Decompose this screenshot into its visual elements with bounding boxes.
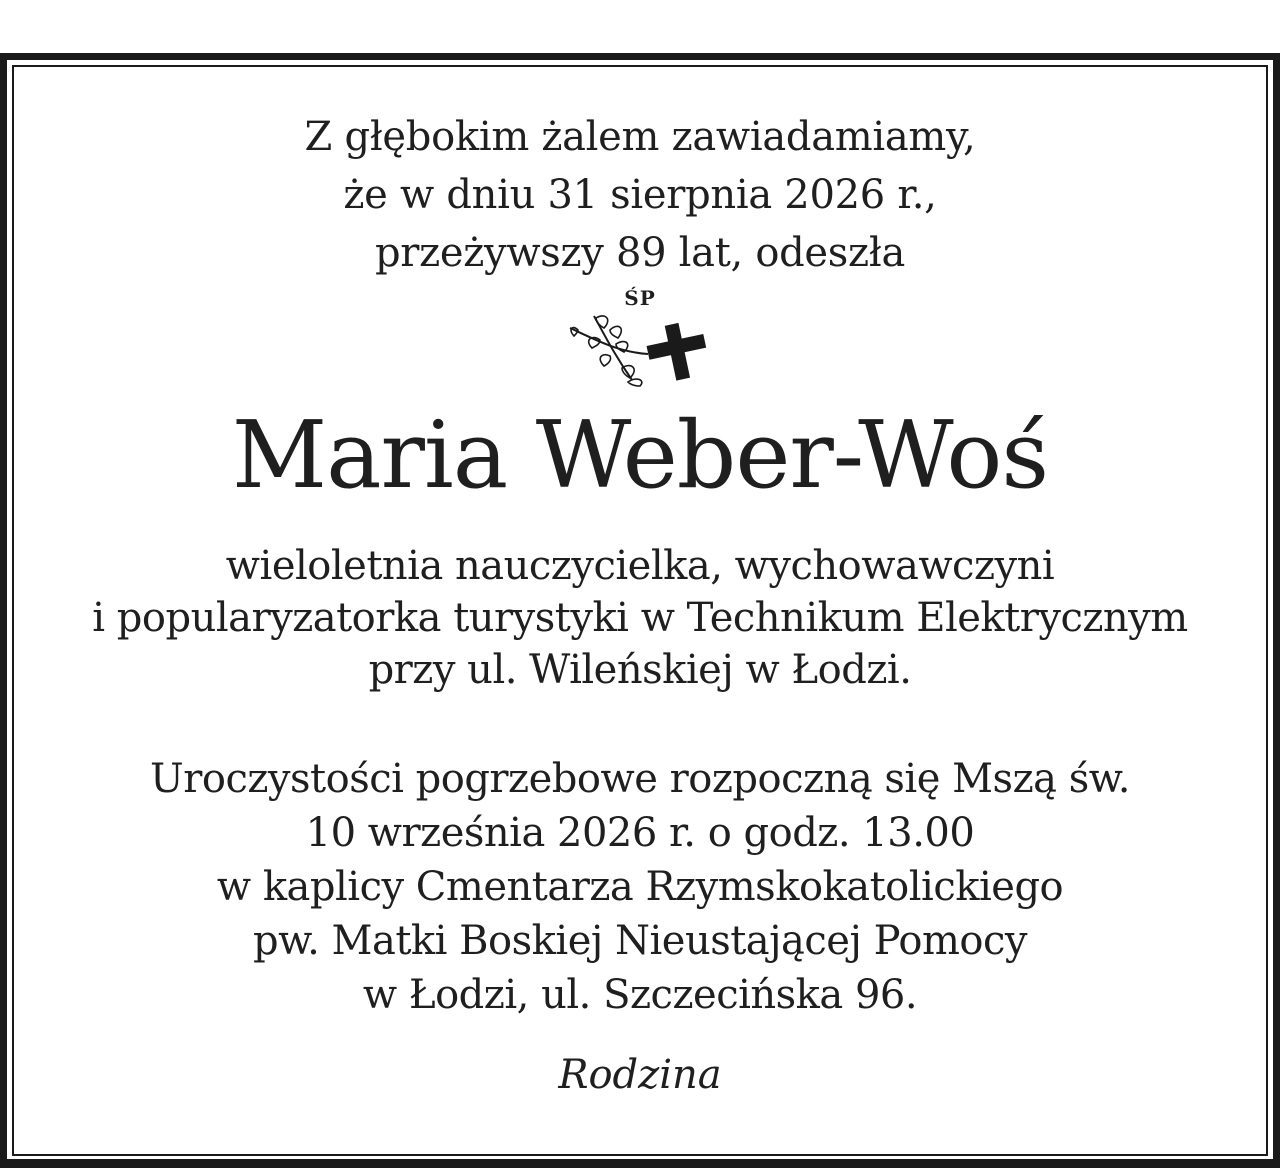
funeral-line: Uroczystości pogrzebowe rozpoczną się Mszą św.: [150, 756, 1130, 802]
deceased-name: Maria Weber-Woś: [231, 401, 1049, 509]
intro-line: Z głębokim żalem zawiadamiamy,: [304, 114, 976, 160]
intro-line: że w dniu 31 sierpnia 2026 r.,: [343, 172, 937, 218]
description-line: przy ul. Wileńskiej w Łodzi.: [368, 647, 912, 693]
intro-line: przeżywszy 89 lat, odeszła: [374, 230, 906, 276]
description-line: wieloletnia nauczycielka, wychowawczyni: [225, 543, 1055, 589]
cross-with-palm-branch-icon: [566, 310, 718, 388]
emblem-abbreviation: ŚP: [624, 286, 656, 310]
funeral-details-block: [20, 752, 1260, 1022]
funeral-line: w Łodzi, ul. Szczecińska 96.: [362, 972, 918, 1018]
signature: Rodzina: [558, 1052, 722, 1098]
funeral-line: 10 września 2026 r. o godz. 13.00: [305, 810, 975, 856]
funeral-line: w kaplicy Cmentarza Rzymskokatolickiego: [216, 864, 1064, 910]
description-block: [20, 540, 1260, 696]
intro-block: [20, 108, 1260, 282]
funeral-line: pw. Matki Boskiej Nieustającej Pomocy: [253, 918, 1027, 964]
description-line: i popularyzatorka turystyki w Technikum Elektrycznym: [92, 595, 1188, 641]
